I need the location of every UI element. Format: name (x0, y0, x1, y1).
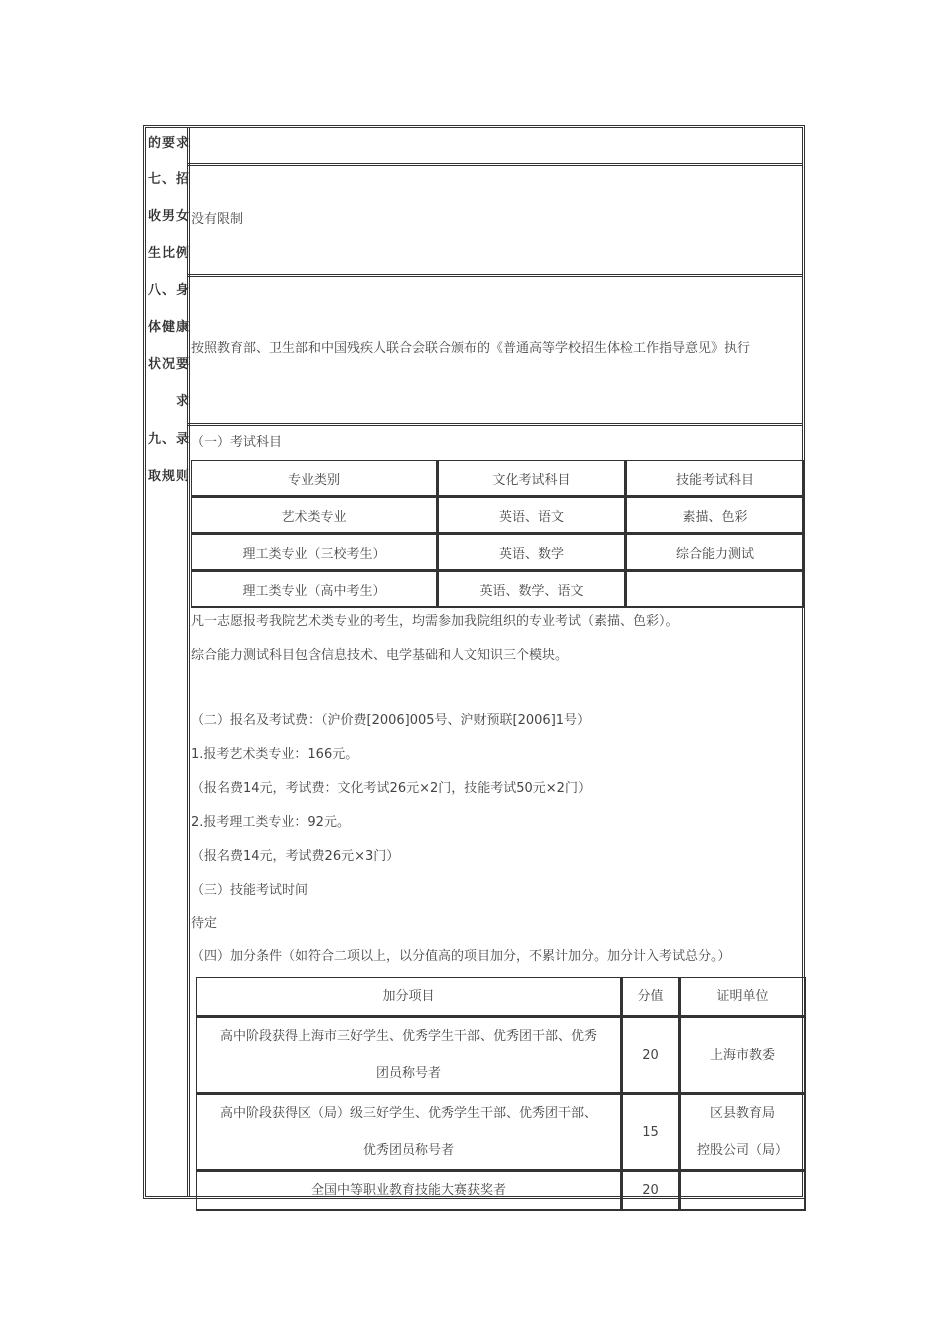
cell-culture: 英语、数学、语文 (438, 571, 626, 608)
cell-skill: 素描、色彩 (626, 497, 805, 534)
cell-culture: 英语、数学 (438, 534, 626, 571)
cell-score: 20 (622, 1171, 680, 1211)
paragraph: （三）技能考试时间 (191, 883, 309, 898)
cell-certifier: 上海市教委 (680, 1017, 806, 1094)
header-certifier: 证明单位 (680, 977, 806, 1017)
cell-line: 高中阶段获得上海市三好学生、优秀学生干部、优秀团干部、优秀 (219, 1029, 597, 1044)
cell-culture: 英语、语文 (438, 497, 626, 534)
exam-subjects-heading: （一）考试科目 (191, 435, 283, 450)
row-divider (187, 274, 802, 277)
table-row (191, 571, 805, 608)
paragraph: （报名费14元，考试费：文化考试26元×2门，技能考试50元×2门） (191, 781, 591, 796)
cell-skill: 综合能力测试 (626, 534, 805, 571)
paragraph: （四）加分条件（如符合二项以上，以分值高的项目加分，不累计加分。加分计入考试总分。） (191, 949, 731, 964)
cell-line: 高中阶段获得区（局）级三好学生、优秀学生干部、优秀团干部、 (219, 1106, 597, 1121)
label-health-requirements: 八、身 体健康 状况要 求 (147, 283, 190, 409)
cell-score: 15 (622, 1094, 680, 1171)
paragraph: 待定 (191, 916, 218, 931)
cell-line: 区县教育局 (709, 1106, 775, 1121)
cell-line: 控股公司（局） (696, 1143, 788, 1158)
table-header-row (191, 460, 805, 497)
paragraph: （报名费14元，考试费26元×3门） (191, 849, 400, 864)
label-admission-rules: 九、录 取规则 (147, 432, 190, 484)
health-text: 按照教育部、卫生部和中国残疾人联合会联合颁布的《普通高等学校招生体检工作指导意见》执行 (191, 341, 751, 356)
cell-line: 团员称号者 (375, 1066, 441, 1081)
paragraph: （二）报名及考试费：（沪价费[2006]005号、沪财预联[2006]1号） (191, 713, 591, 728)
table-row (196, 1094, 806, 1171)
header-bonus-item: 加分项目 (196, 977, 622, 1017)
cell-major: 理工类专业（高中考生） (191, 571, 438, 608)
header-culture-exam: 文化考试科目 (438, 460, 626, 497)
row-divider (187, 163, 802, 166)
cell-major: 理工类专业（三校考生） (191, 534, 438, 571)
admission-rules-table (143, 125, 805, 1199)
cell-line: 优秀团员称号者 (362, 1143, 454, 1158)
label-gender-ratio: 七、招 收男女 生比例 (147, 172, 190, 261)
row-divider (187, 423, 802, 426)
paragraph: 2.报考理工类专业：92元。 (191, 815, 350, 830)
table-row (191, 534, 805, 571)
cell-bonus-item: 全国中等职业教育技能大赛获奖者 (196, 1171, 622, 1211)
cell-bonus-item (196, 1094, 622, 1171)
cell-score: 20 (622, 1017, 680, 1094)
paragraph: 综合能力测试科目包含信息技术、电学基础和人文知识三个模块。 (191, 648, 569, 663)
header-major: 专业类别 (191, 460, 438, 497)
table-header-row (196, 977, 806, 1017)
cell-skill (626, 571, 805, 608)
header-skill-exam: 技能考试科目 (626, 460, 805, 497)
exam-subjects-table (191, 460, 805, 608)
paragraph: 凡一志愿报考我院艺术类专业的考生，均需参加我院组织的专业考试（素描、色彩）。 (191, 614, 679, 629)
gender-ratio-text: 没有限制 (191, 212, 244, 227)
label-requirements: 的要求 (147, 136, 190, 151)
cell-certifier (680, 1094, 806, 1171)
table-row (196, 1171, 806, 1211)
header-score: 分值 (622, 977, 680, 1017)
table-row (191, 497, 805, 534)
cell-major: 艺术类专业 (191, 497, 438, 534)
cell-bonus-item (196, 1017, 622, 1094)
bonus-points-table (196, 977, 806, 1211)
cell-certifier (680, 1171, 806, 1211)
paragraph: 1.报考艺术类专业：166元。 (191, 747, 359, 762)
table-row (196, 1017, 806, 1094)
